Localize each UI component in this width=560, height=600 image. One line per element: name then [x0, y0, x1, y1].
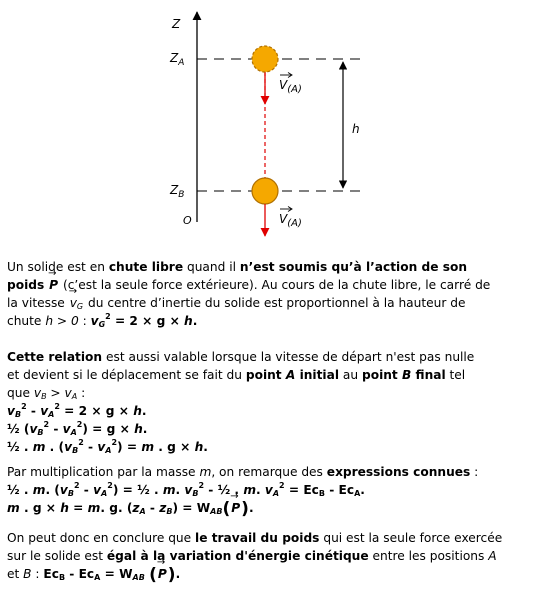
text: la vitesse: [7, 296, 69, 310]
text: qui est la seule force exercée: [319, 531, 503, 545]
text: :: [78, 314, 91, 328]
text: et devient si le déplacement se fait du: [7, 368, 246, 382]
text: initial: [295, 368, 340, 382]
origin-label: O: [183, 214, 192, 227]
paren-close: ): [241, 499, 249, 519]
zb-label: $Z_B$: [170, 183, 185, 200]
text: , on remarque des: [211, 465, 327, 479]
svg-text:V(A): $V_{(A)}$: [279, 212, 302, 229]
paren-open: (: [149, 565, 157, 585]
text: et: [7, 567, 24, 581]
condition: $v_B > v_A$: [33, 386, 78, 401]
term-relation: Cette relation: [7, 350, 103, 364]
term-energie-cinetique: égal à la variation d'énergie cinétique: [106, 549, 369, 563]
var-h: h: [45, 314, 54, 328]
text: du centre d’inertie du solide est proportionnel à la hauteur de: [84, 296, 466, 310]
free-fall-diagram: [0, 0, 560, 245]
ball-position-b: [252, 178, 278, 204]
equation-3: ½ . m . $(v_B^2 - v_A^2) = m$ . g × h.: [7, 438, 208, 455]
formula-vg: $v_G^2 = 2 \times g \times h$.: [90, 312, 198, 329]
text: que: [7, 386, 34, 400]
text: au: [339, 368, 362, 382]
point-a: A: [285, 368, 296, 382]
text: :: [31, 567, 44, 581]
equation-2: ½ $(v_B^2 - v_A^2) = g \times h$.: [7, 420, 148, 437]
text: quand il: [183, 260, 240, 274]
paragraph-free-fall: [7, 258, 490, 330]
text: > 0: [53, 314, 79, 328]
term-chute-libre: chute libre: [108, 260, 184, 274]
vector-p: → P: [48, 276, 59, 294]
text: On peut donc en conclure que: [7, 531, 196, 545]
svg-text:V(A): $V_{(A)}$: [279, 78, 302, 95]
vector-vg: → $v_G$: [69, 294, 84, 312]
paragraph-relation: Cette relation est aussi valable lorsque la vitesse de départ n'est pas nulle et devient si le déplacement se fait du point A initial au point B final tel que $v_B > v_A$ : $v_B^2 - v_A^2 = 2 \times g \times h$. ½ $(v_B^2 - v_A^2) = g \times h$. ½ . m . $(v_B^2 - v_A^2) = m$ . g × h.: [7, 350, 475, 455]
ball-position-a: [252, 46, 278, 72]
text: Par multiplication par la masse: [7, 465, 200, 479]
text: :: [470, 465, 479, 479]
velocity-a-label: [279, 73, 302, 96]
text: entre les positions: [368, 549, 489, 563]
text: Un solide est en: [7, 260, 109, 274]
text: sur le solide est: [7, 549, 107, 563]
term-poids: poids: [7, 278, 45, 292]
emphasis: n’est soumis qu’à l’action de son: [239, 260, 468, 274]
paren-open: (: [222, 499, 231, 519]
vector-p: → P: [230, 499, 241, 517]
text: (c’est la seule force extérieure). Au cours de la chute libre, le carré de: [59, 278, 491, 292]
text: final: [411, 368, 446, 382]
text: point: [245, 368, 286, 382]
text: point: [361, 368, 402, 382]
height-label: h: [352, 122, 360, 136]
equation-4: ½ . m. $(v_B^2 - v_A^2)$ = ½ . m. $v_B^2$ - ½ . m. $v_A^2 = Ec_B - Ec_A$.: [7, 481, 365, 498]
var-m: m: [199, 465, 212, 479]
velocity-b-label: [279, 207, 302, 230]
text: chute: [7, 314, 46, 328]
equation-5: m . g × h = m. g. $(z_A - z_B) = W_{AB}(\to P)$.: [7, 499, 478, 517]
paren-close: ): [167, 565, 176, 585]
text: est aussi valable lorsque la vitesse de départ n'est pas nulle: [102, 350, 475, 364]
point-a: A: [488, 549, 497, 563]
vector-p: → P: [157, 565, 168, 583]
term-expressions: expressions connues: [326, 465, 471, 479]
equation-1: $v_B^2 - v_A^2 = 2 \times g \times h$.: [7, 402, 147, 419]
z-axis-label: Z: [172, 17, 181, 31]
text: tel: [445, 368, 466, 382]
point-b: B: [402, 368, 412, 382]
paragraph-multiplication: [7, 463, 478, 517]
point-b: B: [23, 567, 32, 581]
equation-final: $Ec_B - Ec_A = W_{AB}$ (→ P).: [43, 567, 180, 581]
term-travail-poids: le travail du poids: [195, 531, 320, 545]
za-label: $Z_A$: [170, 51, 185, 68]
paragraph-conclusion: [7, 529, 502, 583]
